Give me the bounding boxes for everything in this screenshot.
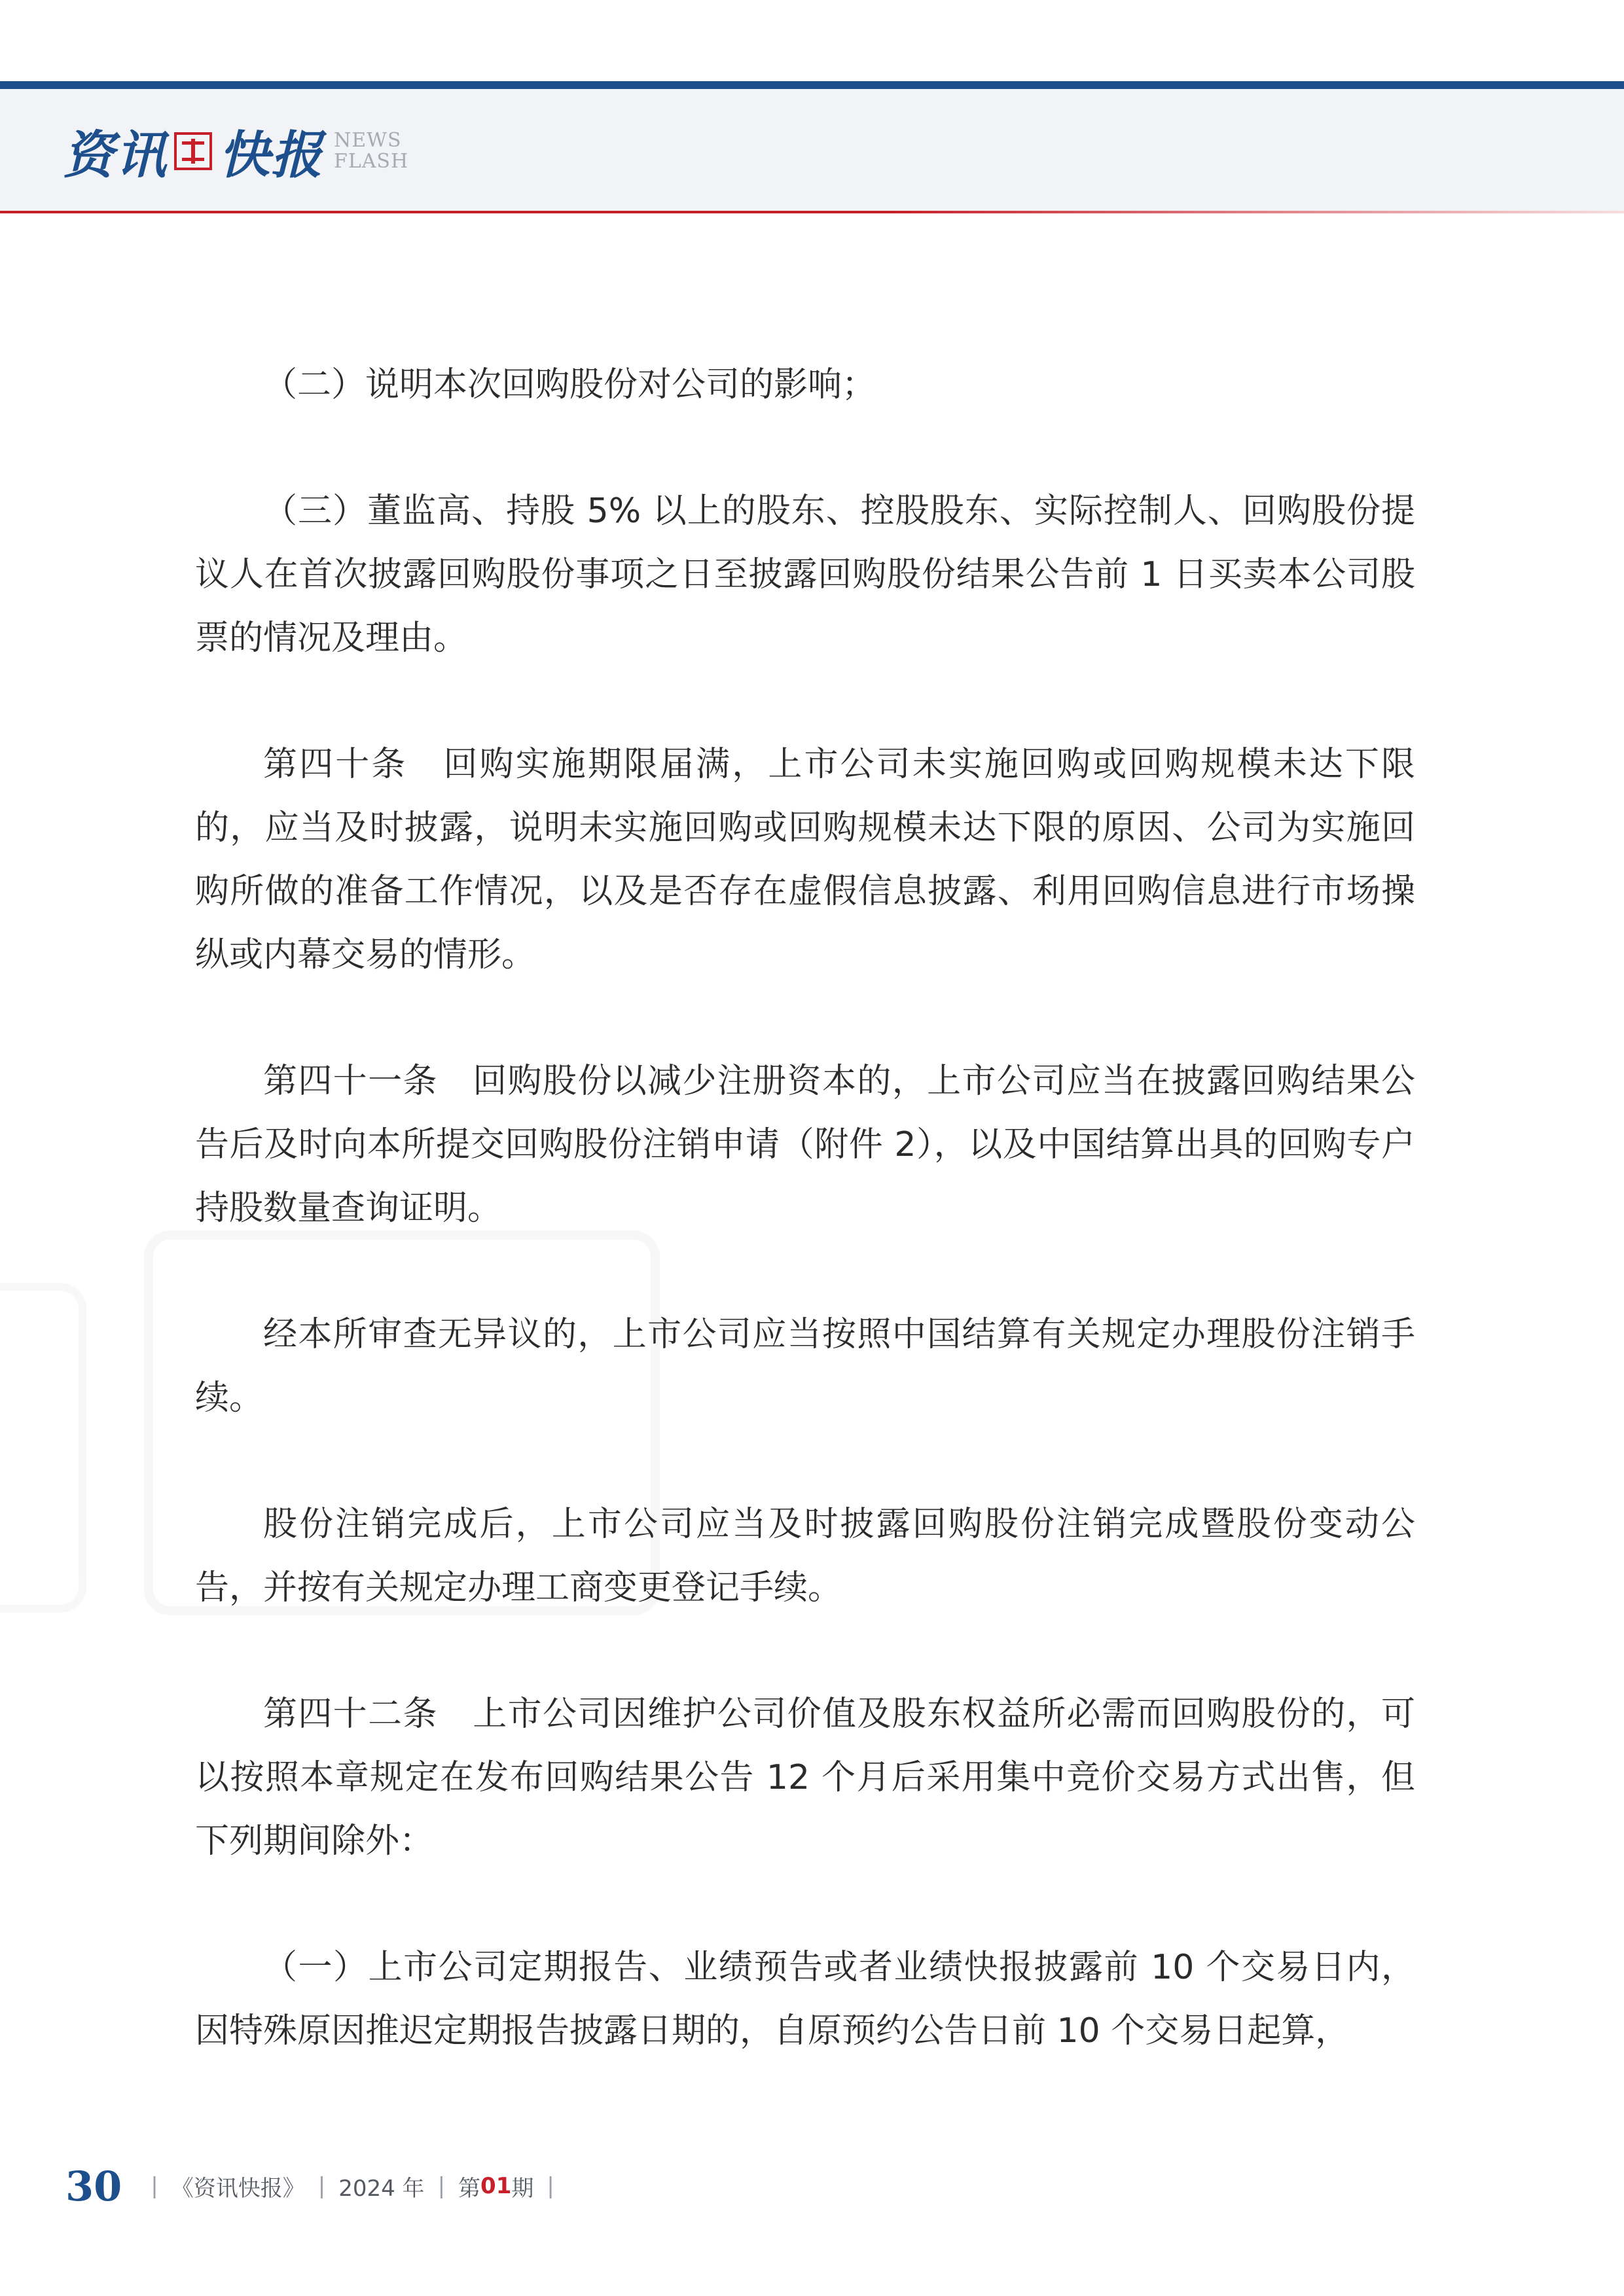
issue-prefix: 第 — [458, 2175, 481, 2202]
footer-separator: | — [151, 2173, 158, 2199]
paragraph: （一）上市公司定期报告、业绩预告或者业绩快报披露前 10 个交易日内，因特殊原因推迟定期报告披露日期的，自原预约公告日前 10 个交易日起算， — [195, 1948, 1415, 2051]
header-top-line — [0, 81, 1624, 89]
footer-separator: | — [547, 2173, 554, 2199]
news-label-line2: FLASH — [334, 150, 409, 173]
news-flash-label — [334, 130, 408, 172]
paragraph: 第四十条 回购实施期限届满，上市公司未实施回购或回购规模未达下限的，应当及时披露，说明未实施回购或回购规模未达下限的原因、公司为实施回购所做的准备工作情况，以及是否存在虚假信息披露、利用回购信息进行市场操纵或内幕交易的情形。 — [195, 745, 1415, 975]
paragraph: 第四十一条 回购股份以减少注册资本的，上市公司应当在披露回购结果公告后及时向本所提交回购股份注销申请（附件 2），以及中国结算出具的回购专户持股数量查询证明。 — [195, 1062, 1415, 1228]
publication-name: 《资讯快报》 — [171, 2175, 305, 2202]
publication-year: 2024 年 — [338, 2175, 425, 2202]
paragraph: 第四十二条 上市公司因维护公司价值及股东权益所必需而回购股份的，可以按照本章规定在发布回购结果公告 12 个月后采用集中竞价交易方式出售，但下列期间除外： — [195, 1695, 1415, 1861]
paragraph: 经本所审查无异议的，上市公司应当按照中国结算有关规定办理股份注销手续。 — [195, 1315, 1415, 1418]
issue-suffix: 期 — [511, 2175, 534, 2202]
footer-separator: | — [317, 2173, 326, 2199]
watermark-seal-left — [0, 1283, 86, 1613]
masthead — [63, 115, 408, 187]
masthead-title-part2: 快报 — [219, 126, 324, 185]
page-number: 30 — [65, 2162, 122, 2210]
paragraph: 股份注销完成后，上市公司应当及时披露回购股份注销完成暨股份变动公告，并按有关规定办理工商变更登记手续。 — [195, 1505, 1415, 1607]
header-red-line — [0, 211, 1624, 213]
masthead-title-part1: 资讯 — [63, 126, 168, 185]
footer-separator: | — [437, 2173, 446, 2199]
seal-icon — [174, 132, 212, 170]
article-body — [195, 353, 1415, 2126]
paragraph: （三）董监高、持股 5% 以上的股东、控股股东、实际控制人、回购股份提议人在首次披露回购股份事项之日至披露回购股份结果公告前 1 日买卖本公司股票的情况及理由。 — [195, 492, 1415, 658]
news-label-line1: NEWS — [334, 129, 402, 152]
issue-number: 01 — [480, 2173, 512, 2199]
page-footer — [65, 2160, 568, 2212]
paragraph: （二）说明本次回购股份对公司的影响； — [263, 365, 876, 404]
